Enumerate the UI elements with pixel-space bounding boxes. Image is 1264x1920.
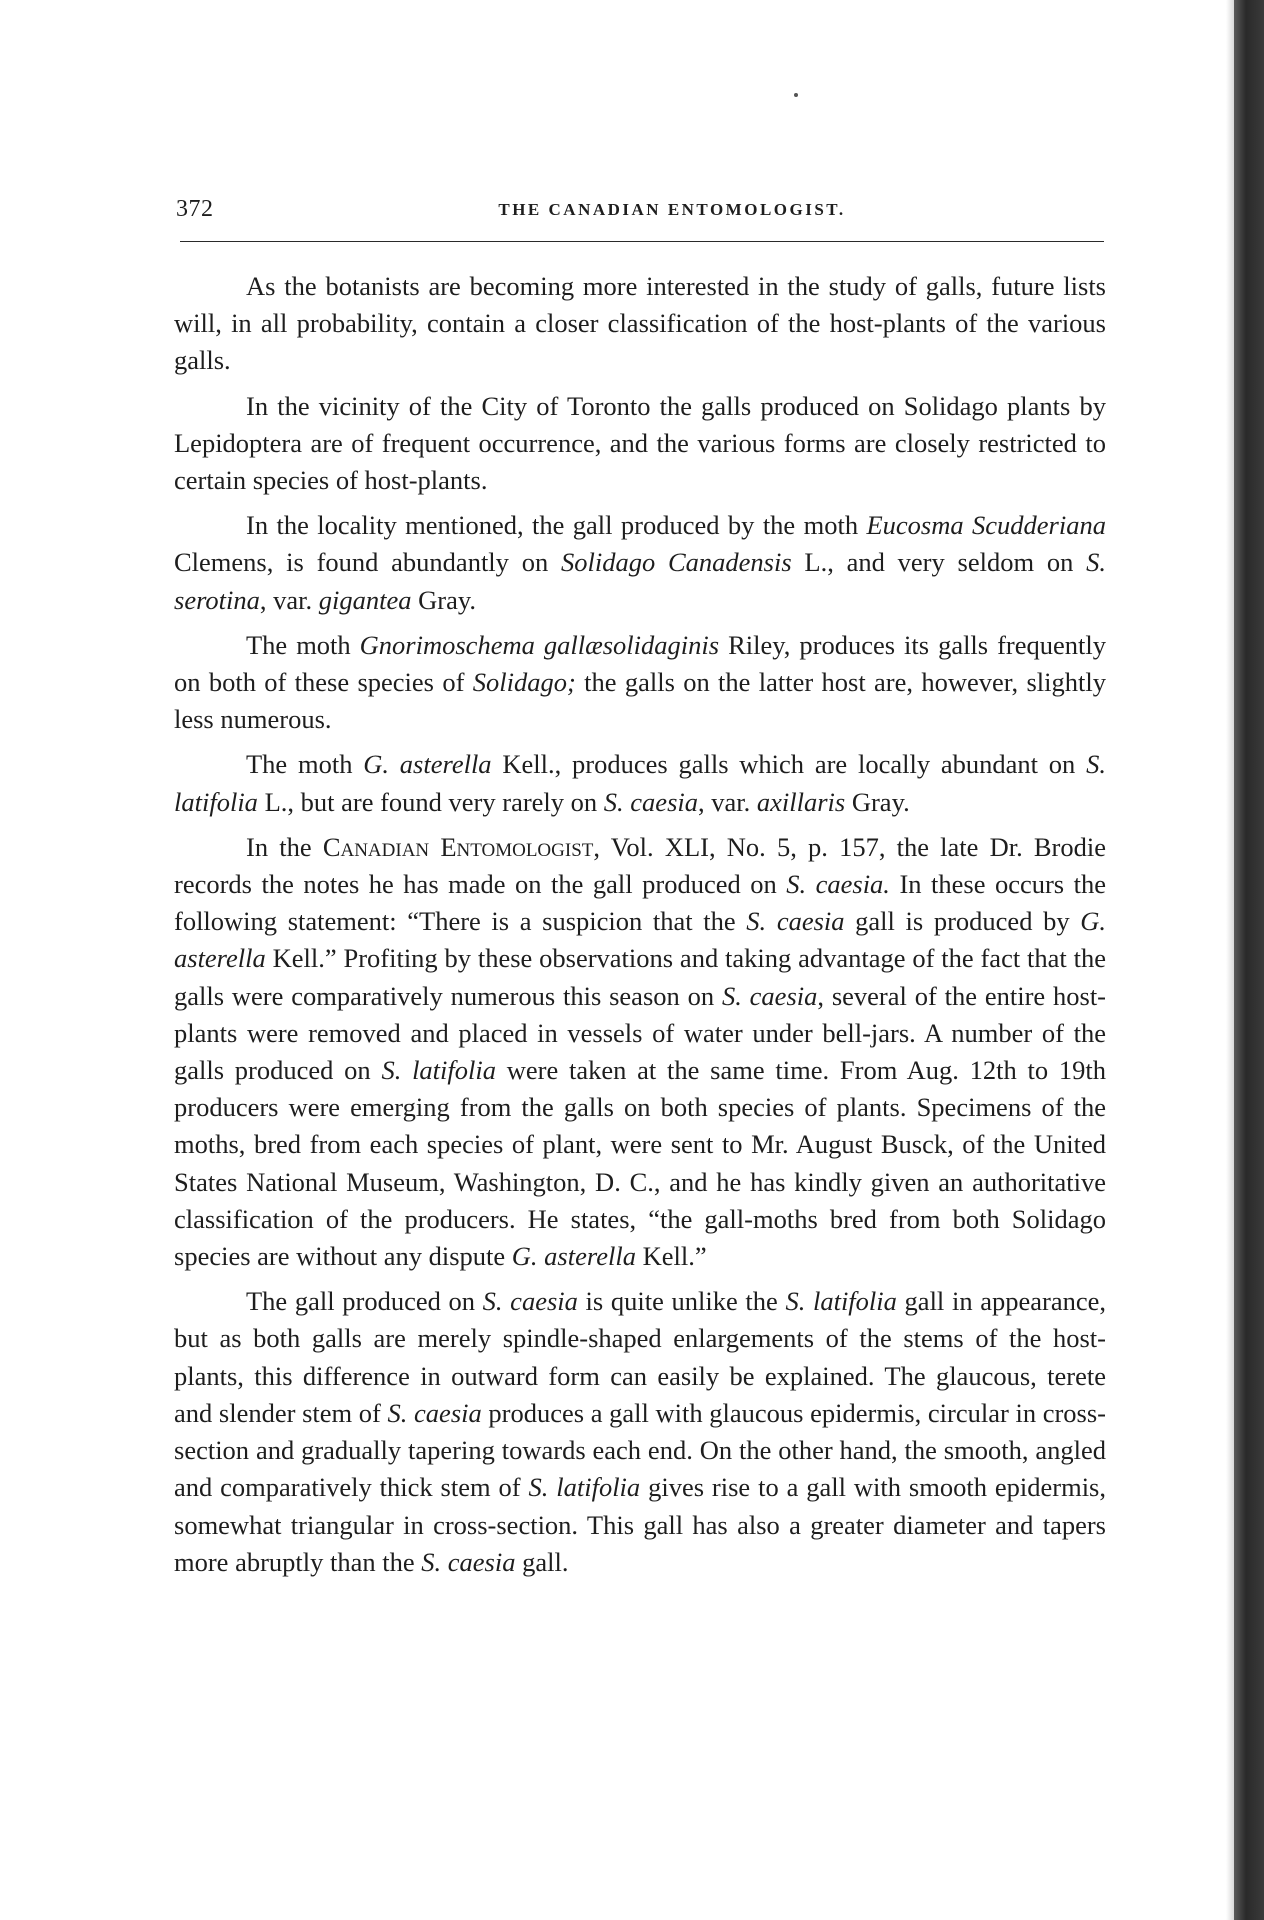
paragraph	[174, 746, 1106, 820]
species-name: S. caesia	[421, 1546, 516, 1577]
species-name: axillaris	[756, 786, 846, 817]
paragraph	[174, 388, 1106, 500]
text-run: Kell.” Profiting by these observations and taking advantage of the fact that the galls were comparatively numerous this season on	[174, 943, 1106, 1011]
text-run: gives rise to a gall with smooth epidermis, somewhat triangular in cross-section. This gall has also a greater diameter and tapers more abruptly than the	[174, 1472, 1106, 1577]
species-name: S. latifolia	[785, 1286, 897, 1317]
species-name: S. latifolia	[381, 1055, 496, 1086]
species-name: Gnorimoschema gallæsolidaginis	[359, 629, 720, 660]
scan-speck	[794, 93, 798, 97]
text-run: Clemens, is found abundantly on	[174, 547, 561, 578]
text-run: the galls on the latter host are, however, slightly less numerous.	[174, 667, 1106, 735]
species-name: gigantea	[318, 584, 412, 615]
header-rule	[180, 241, 1104, 242]
text-run: is quite unlike the	[577, 1286, 786, 1317]
species-name: S. caesia.	[786, 869, 890, 900]
text-run: , Vol. XLI, No. 5, p. 157, the late Dr. Brodie records the notes he has made on the gall produced on	[174, 831, 1107, 900]
species-name: S. latifolia	[528, 1472, 641, 1503]
species-name: G. asterella	[174, 906, 1106, 974]
species-name: G. asterella	[511, 1241, 636, 1272]
text-run: The moth	[246, 749, 364, 780]
article-body	[174, 268, 1106, 1589]
species-name: S. serotina	[174, 547, 1106, 615]
text-run: In the	[246, 831, 323, 862]
text-run: Kell.”	[635, 1241, 707, 1272]
text-run: gall.	[515, 1546, 569, 1577]
paragraph	[174, 507, 1106, 619]
book-spine-shadow	[1234, 0, 1264, 1920]
text-run: produces a gall with glaucous epidermis, circular in cross-section and gradually tapering towards each end. On the other hand, the smooth, angled and comparatively thick stem of	[174, 1397, 1107, 1503]
text-run: , var.	[698, 786, 757, 817]
species-name: Solidago Canadensis	[560, 547, 792, 578]
species-name: G. asterella	[363, 749, 492, 780]
text-run: As the botanists are becoming more interested in the study of galls, future lists will, in all probability, contain a closer classification of the host-plants of the various galls.	[174, 271, 1106, 376]
paragraph	[174, 1283, 1106, 1581]
text-run: In these occurs the following statement: “There is a suspicion that the	[174, 869, 1106, 937]
page-edge	[1226, 0, 1234, 1920]
paragraph	[174, 268, 1106, 380]
text-run: Gray.	[411, 584, 477, 615]
paragraph	[174, 627, 1106, 739]
species-name: S. caesia	[746, 906, 845, 937]
text-run: The moth	[246, 629, 360, 660]
text-run: L., but are found very rarely on	[257, 786, 604, 817]
species-name: S. caesia	[721, 980, 818, 1011]
species-name: S. caesia	[387, 1397, 482, 1428]
text-run: gall is produced by	[844, 906, 1081, 937]
text-run: Gray.	[845, 786, 910, 817]
journal-title: Canadian Entomologist	[322, 831, 594, 862]
text-run: Kell., produces galls which are locally abundant on	[491, 749, 1087, 780]
text-run: , several of the entire host-plants were removed and placed in vessels of water under bell-jars. A number of the galls produced on	[174, 980, 1107, 1086]
species-name: S. latifolia	[174, 749, 1106, 817]
paragraph	[174, 829, 1106, 1275]
species-name: Eucosma Scudderiana	[866, 510, 1106, 541]
species-name: S. caesia	[603, 786, 698, 817]
page-header	[176, 196, 1108, 236]
text-run: were taken at the same time. From Aug. 12th to 19th producers were emerging from the galls on both species of plants. Specimens of the moths, bred from each species of plant, were sent to Mr. August Busck, of the United States National Museum, Washington, D. C., and he has kindly given an authoritative classification of the producers. He states, “the gall-moths bred from both Solidago species are without any dispute	[174, 1055, 1106, 1272]
text-run: In the locality mentioned, the gall produced by the moth	[246, 510, 867, 541]
species-name: S. caesia	[482, 1286, 578, 1317]
text-run: , var.	[259, 584, 319, 615]
text-run: The gall produced on	[246, 1286, 483, 1317]
species-name: Solidago;	[472, 667, 576, 698]
text-run: L., and very seldom on	[791, 547, 1087, 578]
text-run: Riley, produces its galls frequently on both of these species of	[174, 629, 1107, 698]
running-title: THE CANADIAN ENTOMOLOGIST.	[498, 200, 846, 219]
text-run: In the vicinity of the City of Toronto the galls produced on Solidago plants by Lepidoptera are of frequent occurrence, and the various forms are closely restricted to certain species of host-plants.	[174, 390, 1106, 496]
text-run: gall in appearance, but as both galls are merely spindle-shaped enlargements of the stems of the host-plants, this difference in outward form can easily be explained. The glaucous, terete and slender stem of	[174, 1286, 1106, 1428]
page-number: 372	[176, 196, 214, 222]
